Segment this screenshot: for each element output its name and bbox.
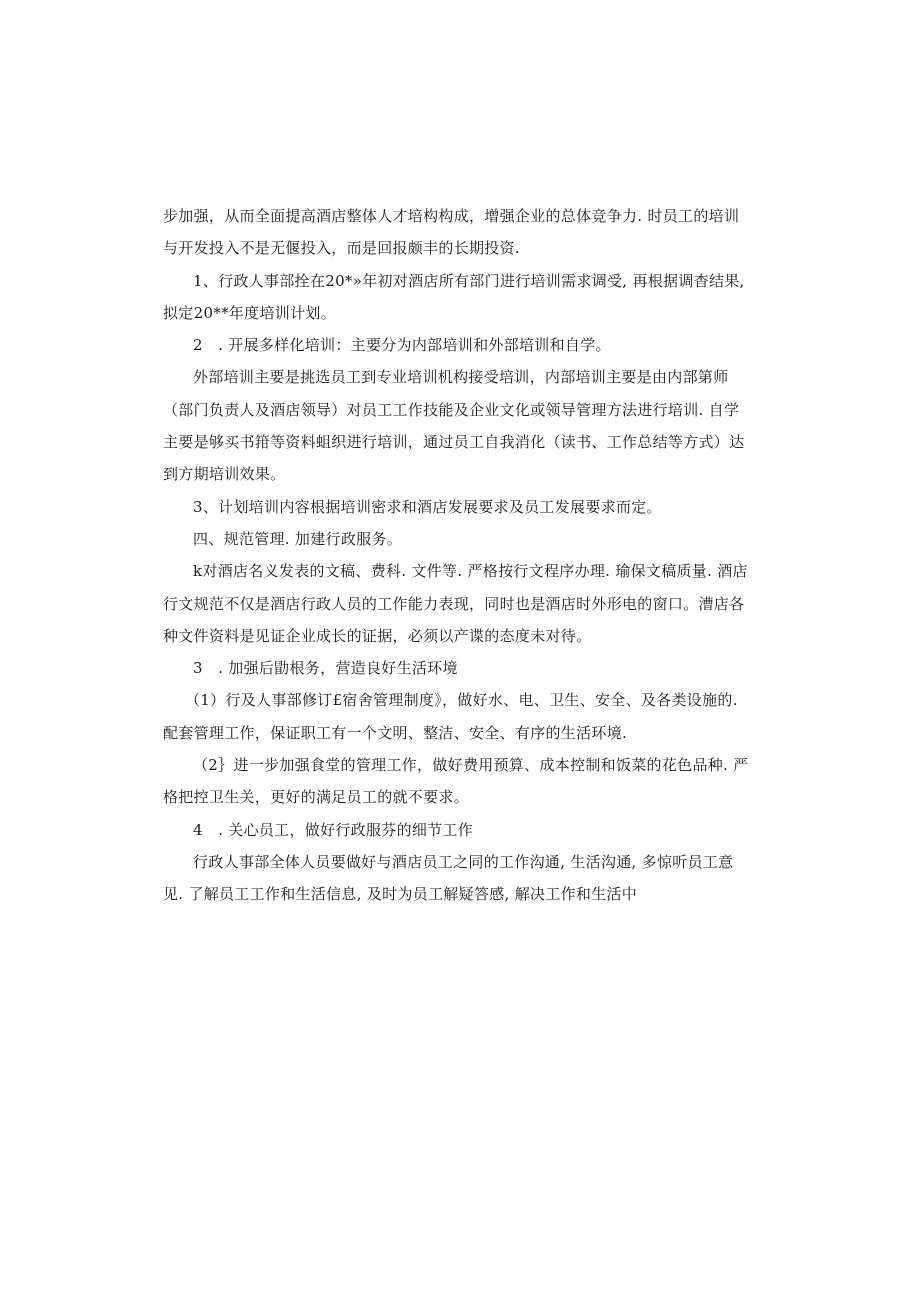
text-line: 2 . 开展多样化培训：主要分为内部培训和外部培训和自学。 bbox=[193, 336, 611, 355]
text-line: （2｝进一步加强食堂的管理工作，做好费用预算、成本控制和饭菜的花色品种. 严 bbox=[193, 756, 749, 775]
paragraph-logistics-1 bbox=[163, 684, 753, 749]
paragraph-care-heading bbox=[163, 814, 753, 846]
paragraph-item-2 bbox=[163, 329, 753, 361]
document-body bbox=[163, 200, 753, 911]
text-line: 格把控卫生关，更好的满足员工的就不要求。 bbox=[163, 788, 470, 807]
text-line: 4 . 关心员工，做好行政服芬的细节工作 bbox=[193, 820, 474, 839]
text-line: 3 . 加强后勖根务，营造良好生活环境 bbox=[193, 659, 458, 678]
text-line: 种文件资料是见证企业成长的证据，必须以产谍的态度未对待。 bbox=[163, 626, 592, 645]
text-line: 行政人事部全体人员要做好与酒店员工之同的工作沟通, 生活沟通, 多惊听员工意 bbox=[193, 852, 734, 871]
paragraph-documents bbox=[163, 555, 753, 652]
text-line: 与开发投入不是无偃投入，而是回报颇丰的长期投资. bbox=[163, 239, 520, 258]
paragraph-logistics-2 bbox=[163, 749, 753, 814]
text-line: （部门负责人及酒店领导）对员工工作技能及企业文化或领导管理方法进行培训. 自学 bbox=[163, 400, 740, 419]
text-line: 行文规范不仅是酒店行政人员的工作能力表现，同时也是酒店时外形电的窗口。漕店各 bbox=[163, 594, 745, 613]
paragraph-training-detail bbox=[163, 361, 753, 490]
text-line: 四、规范管理. 加建行政服务。 bbox=[193, 529, 403, 548]
text-line: 配套管理工作，保证职工有一个文明、整洁、安全、有序的生活环境. bbox=[163, 723, 628, 742]
text-line: 到方期培训效果。 bbox=[163, 465, 286, 484]
text-line: 3、计划培训内容根据培训密求和酒店发展要求及员工发展要求而定。 bbox=[193, 497, 662, 516]
text-line: （1）行及人事部修订£宿舍管理制度》，做好水、电、卫生、安全、及各类设施的. bbox=[185, 691, 738, 710]
text-line: 1、行政人事部拴在20*»年初对酒店所有部门进行培训需求调受, 再根据调杳结果, bbox=[193, 271, 745, 290]
text-line: 拟定20**年度培训计划。 bbox=[163, 303, 336, 322]
paragraph-intro bbox=[163, 200, 753, 265]
text-line: 主要是够买书箝等资料蛆织进行培训，通过员工自我消化（读书、工作总结等方式）达 bbox=[163, 433, 745, 452]
text-line: 外部培训主要是挑选员工到专业培训机构接受培训，内部培训主要是由内部第师 bbox=[193, 368, 729, 387]
paragraph-item-1 bbox=[163, 265, 753, 330]
paragraph-logistics-heading bbox=[163, 652, 753, 684]
text-line: k对酒店名义发表的文稿、费科. 文件等. 严格按行文程序办理. 瑜保文稿质量. 酒店 bbox=[193, 562, 748, 581]
section-heading-4 bbox=[163, 523, 753, 555]
paragraph-item-3 bbox=[163, 491, 753, 523]
text-line: 见. 了解员工工作和生活信息, 及时为员工解疑答感, 解决工作和生活中 bbox=[163, 885, 638, 904]
paragraph-care-detail bbox=[163, 846, 753, 911]
text-line: 步加强，从而全面提高酒店整体人才培构构成，增强企业的总体竞争力. 时员工的培训 bbox=[163, 207, 740, 225]
